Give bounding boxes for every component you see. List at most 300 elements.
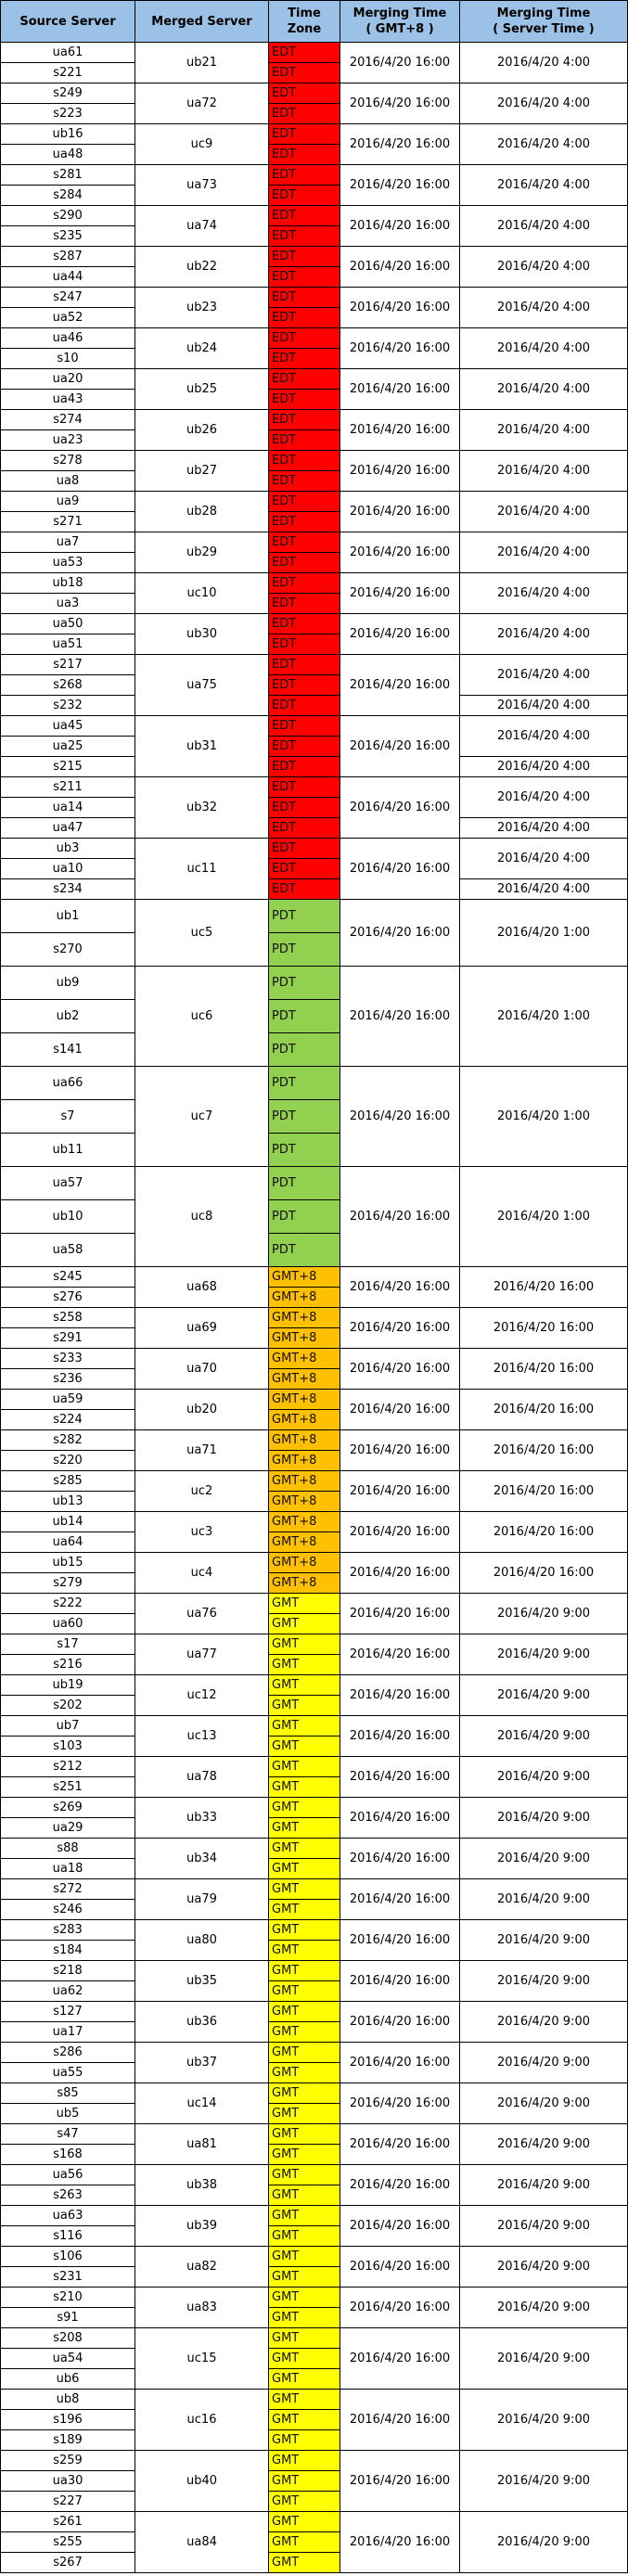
time-zone-cell: GMT: [269, 2308, 340, 2328]
time-zone-cell: EDT: [269, 532, 340, 553]
time-zone-cell: EDT: [269, 328, 340, 349]
merged-server-cell: ua84: [135, 2512, 269, 2573]
table-row: [1, 879, 628, 900]
table-row: [1, 1267, 628, 1288]
time-zone-cell: GMT+8: [269, 1492, 340, 1512]
merging-time-gmt8-cell: 2016/4/20 16:00: [340, 43, 460, 83]
source-server-cell: ua61: [1, 43, 135, 63]
table-row: [1, 655, 628, 675]
merging-time-server-cell: 2016/4/20 4:00: [460, 839, 628, 879]
time-zone-cell: GMT+8: [269, 1369, 340, 1390]
merging-time-server-cell: 2016/4/20 9:00: [460, 1798, 628, 1839]
source-server-cell: s17: [1, 1634, 135, 1655]
time-zone-cell: GMT: [269, 1859, 340, 1879]
time-zone-cell: GMT: [269, 2410, 340, 2430]
time-zone-cell: PDT: [269, 1000, 340, 1033]
time-zone-cell: EDT: [269, 390, 340, 410]
time-zone-cell: EDT: [269, 716, 340, 737]
source-server-cell: ua55: [1, 2063, 135, 2083]
source-server-cell: ua64: [1, 1532, 135, 1553]
merging-time-gmt8-cell: 2016/4/20 16:00: [340, 1879, 460, 1920]
source-server-cell: ua56: [1, 2165, 135, 2185]
merged-server-cell: uc7: [135, 1067, 269, 1167]
time-zone-cell: EDT: [269, 349, 340, 369]
time-zone-cell: GMT: [269, 1614, 340, 1634]
source-server-cell: ub1: [1, 900, 135, 933]
merged-server-cell: ub25: [135, 369, 269, 410]
time-zone-cell: EDT: [269, 451, 340, 471]
merging-time-gmt8-cell: 2016/4/20 16:00: [340, 777, 460, 839]
time-zone-cell: GMT: [269, 1655, 340, 1675]
time-zone-cell: GMT: [269, 1818, 340, 1839]
merging-time-server-cell: 2016/4/20 1:00: [460, 967, 628, 1067]
source-server-cell: ua46: [1, 328, 135, 349]
merged-server-cell: uc3: [135, 1512, 269, 1553]
merging-time-gmt8-cell: 2016/4/20 16:00: [340, 2288, 460, 2328]
time-zone-cell: GMT: [269, 2063, 340, 2083]
merging-time-server-cell: 2016/4/20 9:00: [460, 2124, 628, 2165]
source-server-cell: ua59: [1, 1390, 135, 1410]
merged-server-cell: ua78: [135, 1757, 269, 1798]
source-server-cell: s189: [1, 2430, 135, 2451]
source-server-cell: s211: [1, 777, 135, 798]
merged-server-cell: ua72: [135, 83, 269, 124]
source-server-cell: s278: [1, 451, 135, 471]
merging-time-server-cell: 2016/4/20 1:00: [460, 900, 628, 967]
source-server-cell: ub11: [1, 1134, 135, 1167]
time-zone-cell: EDT: [269, 104, 340, 124]
table-row: [1, 2390, 628, 2410]
merging-time-server-cell: 2016/4/20 9:00: [460, 2247, 628, 2288]
merged-server-cell: ua70: [135, 1349, 269, 1390]
merging-time-server-cell: 2016/4/20 16:00: [460, 1308, 628, 1349]
merging-time-gmt8-cell: 2016/4/20 16:00: [340, 1798, 460, 1839]
merging-time-gmt8-cell: 2016/4/20 16:00: [340, 2390, 460, 2451]
merging-time-server-cell: 2016/4/20 4:00: [460, 43, 628, 83]
merged-server-cell: ua79: [135, 1879, 269, 1920]
merged-server-cell: ub33: [135, 1798, 269, 1839]
time-zone-cell: GMT: [269, 1879, 340, 1900]
merged-server-cell: ub29: [135, 532, 269, 573]
time-zone-cell: GMT: [269, 1594, 340, 1614]
table-row: [1, 1067, 628, 1100]
merging-time-server-cell: 2016/4/20 9:00: [460, 2512, 628, 2573]
source-server-cell: ua53: [1, 553, 135, 573]
header-row: [1, 1, 628, 43]
merging-time-gmt8-cell: 2016/4/20 16:00: [340, 1757, 460, 1798]
time-zone-cell: GMT: [269, 2247, 340, 2267]
source-server-cell: s215: [1, 757, 135, 777]
table-row: [1, 43, 628, 63]
time-zone-cell: EDT: [269, 145, 340, 165]
time-zone-cell: GMT: [269, 2553, 340, 2573]
merging-time-server-cell: 2016/4/20 9:00: [460, 1594, 628, 1634]
merging-time-gmt8-cell: 2016/4/20 16:00: [340, 2247, 460, 2288]
time-zone-cell: GMT: [269, 1737, 340, 1757]
time-zone-cell: EDT: [269, 43, 340, 63]
time-zone-cell: GMT+8: [269, 1451, 340, 1471]
merging-time-gmt8-cell: 2016/4/20 16:00: [340, 2206, 460, 2247]
table-row: [1, 1716, 628, 1737]
time-zone-cell: EDT: [269, 696, 340, 716]
time-zone-cell: EDT: [269, 83, 340, 104]
table-row: [1, 967, 628, 1000]
merged-server-cell: ub39: [135, 2206, 269, 2247]
merging-time-server-cell: 2016/4/20 4:00: [460, 492, 628, 532]
merging-time-gmt8-cell: 2016/4/20 16:00: [340, 1594, 460, 1634]
source-server-cell: s251: [1, 1777, 135, 1798]
merging-time-server-cell: 2016/4/20 4:00: [460, 206, 628, 247]
table-row: [1, 1757, 628, 1777]
merging-time-server-cell: 2016/4/20 9:00: [460, 1839, 628, 1879]
time-zone-cell: GMT+8: [269, 1267, 340, 1288]
source-server-cell: ua57: [1, 1167, 135, 1200]
merging-time-gmt8-cell: 2016/4/20 16:00: [340, 1961, 460, 2002]
time-zone-cell: GMT: [269, 1920, 340, 1941]
table-row: [1, 1308, 628, 1328]
merging-time-gmt8-cell: 2016/4/20 16:00: [340, 2083, 460, 2124]
merged-server-cell: uc14: [135, 2083, 269, 2124]
merging-time-server-cell: 2016/4/20 9:00: [460, 1716, 628, 1757]
source-server-cell: s270: [1, 933, 135, 967]
source-server-cell: s286: [1, 2043, 135, 2063]
source-server-cell: ub19: [1, 1675, 135, 1696]
source-server-cell: ua47: [1, 818, 135, 839]
merged-server-cell: ua74: [135, 206, 269, 247]
table-row: [1, 1961, 628, 1981]
time-zone-cell: EDT: [269, 594, 340, 614]
merging-time-server-cell: 2016/4/20 4:00: [460, 288, 628, 328]
table-row: [1, 1349, 628, 1369]
source-server-cell: s232: [1, 696, 135, 716]
source-server-cell: ua18: [1, 1859, 135, 1879]
source-server-cell: ua62: [1, 1981, 135, 2002]
source-server-cell: s290: [1, 206, 135, 226]
source-server-cell: s236: [1, 1369, 135, 1390]
table-row: [1, 614, 628, 634]
time-zone-cell: PDT: [269, 1033, 340, 1067]
time-zone-cell: GMT: [269, 1675, 340, 1696]
merging-time-gmt8-cell: 2016/4/20 16:00: [340, 532, 460, 573]
time-zone-cell: GMT: [269, 2471, 340, 2492]
table-row: [1, 451, 628, 471]
merging-time-server-cell: 2016/4/20 9:00: [460, 1675, 628, 1716]
table-row: [1, 1512, 628, 1532]
merging-time-server-cell: 2016/4/20 9:00: [460, 2328, 628, 2390]
table-row: [1, 2512, 628, 2532]
merging-time-gmt8-cell: 2016/4/20 16:00: [340, 2124, 460, 2165]
time-zone-cell: GMT+8: [269, 1308, 340, 1328]
source-server-cell: s291: [1, 1328, 135, 1349]
time-zone-cell: GMT: [269, 2083, 340, 2104]
table-row: [1, 532, 628, 553]
source-server-cell: ua50: [1, 614, 135, 634]
source-server-cell: s220: [1, 1451, 135, 1471]
time-zone-cell: GMT: [269, 2369, 340, 2390]
time-zone-cell: GMT+8: [269, 1573, 340, 1594]
source-server-cell: ub10: [1, 1200, 135, 1234]
merging-time-server-cell: 2016/4/20 4:00: [460, 165, 628, 206]
source-server-cell: s231: [1, 2267, 135, 2288]
source-server-cell: ua58: [1, 1234, 135, 1267]
source-server-cell: s218: [1, 1961, 135, 1981]
source-server-cell: ub13: [1, 1492, 135, 1512]
source-server-cell: s283: [1, 1920, 135, 1941]
merged-server-cell: ub21: [135, 43, 269, 83]
table-row: [1, 2165, 628, 2185]
time-zone-cell: GMT+8: [269, 1328, 340, 1349]
merged-server-cell: ua77: [135, 1634, 269, 1675]
table-row: [1, 716, 628, 737]
time-zone-cell: EDT: [269, 247, 340, 267]
time-zone-cell: EDT: [269, 267, 340, 288]
merged-server-cell: ua69: [135, 1308, 269, 1349]
merged-server-cell: ub20: [135, 1390, 269, 1430]
merging-time-gmt8-cell: 2016/4/20 16:00: [340, 573, 460, 614]
merged-server-cell: ua80: [135, 1920, 269, 1961]
merging-time-server-cell: 2016/4/20 9:00: [460, 2002, 628, 2043]
source-server-cell: s91: [1, 2308, 135, 2328]
source-server-cell: ua14: [1, 798, 135, 818]
merged-server-cell: ub34: [135, 1839, 269, 1879]
merging-time-gmt8-cell: 2016/4/20 16:00: [340, 2043, 460, 2083]
source-server-cell: s7: [1, 1100, 135, 1134]
source-server-cell: s227: [1, 2492, 135, 2512]
merged-server-cell: ub36: [135, 2002, 269, 2043]
time-zone-cell: EDT: [269, 512, 340, 532]
time-zone-cell: GMT: [269, 1981, 340, 2002]
source-server-cell: s269: [1, 1798, 135, 1818]
source-server-cell: s261: [1, 2512, 135, 2532]
source-server-cell: s234: [1, 879, 135, 900]
merging-time-gmt8-cell: 2016/4/20 16:00: [340, 1349, 460, 1390]
table-row: [1, 2328, 628, 2349]
source-server-cell: s224: [1, 1410, 135, 1430]
time-zone-cell: PDT: [269, 1167, 340, 1200]
table-row: [1, 777, 628, 798]
source-server-cell: s279: [1, 1573, 135, 1594]
time-zone-cell: GMT: [269, 1757, 340, 1777]
table-row: [1, 124, 628, 145]
time-zone-cell: EDT: [269, 777, 340, 798]
source-server-cell: s116: [1, 2226, 135, 2247]
table-row: [1, 2247, 628, 2267]
merging-time-server-cell: 2016/4/20 4:00: [460, 532, 628, 573]
source-server-cell: s233: [1, 1349, 135, 1369]
source-server-cell: ua45: [1, 716, 135, 737]
merging-time-server-cell: 2016/4/20 4:00: [460, 328, 628, 369]
source-server-cell: ua9: [1, 492, 135, 512]
source-server-cell: s271: [1, 512, 135, 532]
merging-time-server-cell: 2016/4/20 9:00: [460, 1920, 628, 1961]
source-server-cell: s196: [1, 2410, 135, 2430]
time-zone-cell: GMT: [269, 2043, 340, 2063]
merging-time-server-cell: 2016/4/20 4:00: [460, 83, 628, 124]
table-row: [1, 2124, 628, 2145]
table-row: [1, 492, 628, 512]
time-zone-cell: EDT: [269, 879, 340, 900]
source-server-cell: s88: [1, 1839, 135, 1859]
time-zone-cell: EDT: [269, 369, 340, 390]
merging-time-server-cell: 2016/4/20 16:00: [460, 1349, 628, 1390]
header-time-zone: Time Zone: [269, 1, 340, 43]
merged-server-cell: uc9: [135, 124, 269, 165]
table-row: [1, 2043, 628, 2063]
source-server-cell: ub14: [1, 1512, 135, 1532]
time-zone-cell: GMT+8: [269, 1553, 340, 1573]
merging-time-gmt8-cell: 2016/4/20 16:00: [340, 1167, 460, 1267]
time-zone-cell: GMT: [269, 2226, 340, 2247]
source-server-cell: ua52: [1, 308, 135, 328]
table-row: [1, 1675, 628, 1696]
time-zone-cell: GMT: [269, 1961, 340, 1981]
merging-time-gmt8-cell: 2016/4/20 16:00: [340, 2451, 460, 2512]
table-row: [1, 1167, 628, 1200]
table-row: [1, 206, 628, 226]
time-zone-cell: EDT: [269, 63, 340, 83]
time-zone-cell: GMT: [269, 1941, 340, 1961]
time-zone-cell: GMT: [269, 2165, 340, 2185]
table-row: [1, 328, 628, 349]
time-zone-cell: EDT: [269, 675, 340, 696]
source-server-cell: s281: [1, 165, 135, 186]
table-row: [1, 369, 628, 390]
source-server-cell: ub18: [1, 573, 135, 594]
merging-time-gmt8-cell: 2016/4/20 16:00: [340, 410, 460, 451]
table-row: [1, 839, 628, 859]
merging-time-server-cell: 2016/4/20 16:00: [460, 1512, 628, 1553]
merging-time-server-cell: 2016/4/20 4:00: [460, 716, 628, 757]
table-row: [1, 1594, 628, 1614]
source-server-cell: s268: [1, 675, 135, 696]
merged-server-cell: uc6: [135, 967, 269, 1067]
merging-time-server-cell: 2016/4/20 16:00: [460, 1390, 628, 1430]
source-server-cell: ua60: [1, 1614, 135, 1634]
merging-time-gmt8-cell: 2016/4/20 16:00: [340, 655, 460, 716]
source-server-cell: s285: [1, 1471, 135, 1492]
source-server-cell: s274: [1, 410, 135, 430]
merged-server-cell: uc8: [135, 1167, 269, 1267]
merged-server-cell: uc15: [135, 2328, 269, 2390]
table-row: [1, 1920, 628, 1941]
source-server-cell: s235: [1, 226, 135, 247]
source-server-cell: ua63: [1, 2206, 135, 2226]
source-server-cell: ua8: [1, 471, 135, 492]
merging-time-gmt8-cell: 2016/4/20 16:00: [340, 1267, 460, 1308]
source-server-cell: ua51: [1, 634, 135, 655]
source-server-cell: ub15: [1, 1553, 135, 1573]
merging-time-gmt8-cell: 2016/4/20 16:00: [340, 614, 460, 655]
time-zone-cell: PDT: [269, 933, 340, 967]
source-server-cell: ub8: [1, 2390, 135, 2410]
merging-time-server-cell: 2016/4/20 9:00: [460, 1961, 628, 2002]
time-zone-cell: EDT: [269, 573, 340, 594]
source-server-cell: s85: [1, 2083, 135, 2104]
merging-time-server-cell: 2016/4/20 16:00: [460, 1471, 628, 1512]
merged-server-cell: ua73: [135, 165, 269, 206]
source-server-cell: ua30: [1, 2471, 135, 2492]
time-zone-cell: PDT: [269, 1234, 340, 1267]
time-zone-cell: GMT: [269, 1900, 340, 1920]
source-server-cell: s208: [1, 2328, 135, 2349]
merging-time-server-cell: 2016/4/20 4:00: [460, 369, 628, 410]
merging-time-server-cell: 2016/4/20 9:00: [460, 1879, 628, 1920]
time-zone-cell: GMT: [269, 2430, 340, 2451]
source-server-cell: s263: [1, 2185, 135, 2206]
merged-server-cell: ua75: [135, 655, 269, 716]
merged-server-cell: ub32: [135, 777, 269, 839]
time-zone-cell: EDT: [269, 206, 340, 226]
time-zone-cell: EDT: [269, 614, 340, 634]
merged-server-cell: ub23: [135, 288, 269, 328]
time-zone-cell: GMT: [269, 2124, 340, 2145]
table-row: [1, 2002, 628, 2022]
time-zone-cell: PDT: [269, 1067, 340, 1100]
source-server-cell: s184: [1, 1941, 135, 1961]
time-zone-cell: EDT: [269, 410, 340, 430]
merged-server-cell: ua76: [135, 1594, 269, 1634]
time-zone-cell: GMT+8: [269, 1288, 340, 1308]
time-zone-cell: GMT: [269, 1839, 340, 1859]
merging-time-server-cell: 2016/4/20 9:00: [460, 2288, 628, 2328]
time-zone-cell: EDT: [269, 492, 340, 512]
source-server-cell: ua48: [1, 145, 135, 165]
table-row: [1, 757, 628, 777]
time-zone-cell: GMT: [269, 1798, 340, 1818]
time-zone-cell: GMT: [269, 1634, 340, 1655]
merging-time-gmt8-cell: 2016/4/20 16:00: [340, 2165, 460, 2206]
header-merged-server: Merged Server: [135, 1, 269, 43]
source-server-cell: s276: [1, 1288, 135, 1308]
merging-time-gmt8-cell: 2016/4/20 16:00: [340, 1553, 460, 1594]
table-row: [1, 573, 628, 594]
table-row: [1, 1390, 628, 1410]
time-zone-cell: GMT: [269, 1716, 340, 1737]
merging-time-server-cell: 2016/4/20 4:00: [460, 573, 628, 614]
table-row: [1, 1879, 628, 1900]
merging-time-gmt8-cell: 2016/4/20 16:00: [340, 1920, 460, 1961]
merged-server-cell: ub28: [135, 492, 269, 532]
table-body: [1, 43, 628, 2573]
table-row: [1, 1471, 628, 1492]
time-zone-cell: GMT: [269, 2349, 340, 2369]
time-zone-cell: PDT: [269, 1134, 340, 1167]
source-server-cell: ua7: [1, 532, 135, 553]
time-zone-cell: GMT: [269, 2104, 340, 2124]
source-server-cell: ub9: [1, 967, 135, 1000]
source-server-cell: s246: [1, 1900, 135, 1920]
header-source-server: Source Server: [1, 1, 135, 43]
merging-time-server-cell: 2016/4/20 9:00: [460, 2165, 628, 2206]
merging-time-gmt8-cell: 2016/4/20 16:00: [340, 451, 460, 492]
time-zone-cell: EDT: [269, 634, 340, 655]
merging-time-gmt8-cell: 2016/4/20 16:00: [340, 1634, 460, 1675]
merging-time-server-cell: 2016/4/20 1:00: [460, 1167, 628, 1267]
source-server-cell: s47: [1, 2124, 135, 2145]
merged-server-cell: ua83: [135, 2288, 269, 2328]
source-server-cell: s245: [1, 1267, 135, 1288]
header-merging-time-server-line1: Merging Time: [496, 6, 591, 20]
time-zone-cell: EDT: [269, 165, 340, 186]
merging-time-gmt8-cell: 2016/4/20 16:00: [340, 206, 460, 247]
table-row: [1, 2288, 628, 2308]
source-server-cell: ua54: [1, 2349, 135, 2369]
merging-time-server-cell: 2016/4/20 4:00: [460, 451, 628, 492]
time-zone-cell: GMT: [269, 2451, 340, 2471]
merging-time-gmt8-cell: 2016/4/20 16:00: [340, 328, 460, 369]
time-zone-cell: GMT: [269, 2288, 340, 2308]
time-zone-cell: GMT: [269, 2022, 340, 2043]
